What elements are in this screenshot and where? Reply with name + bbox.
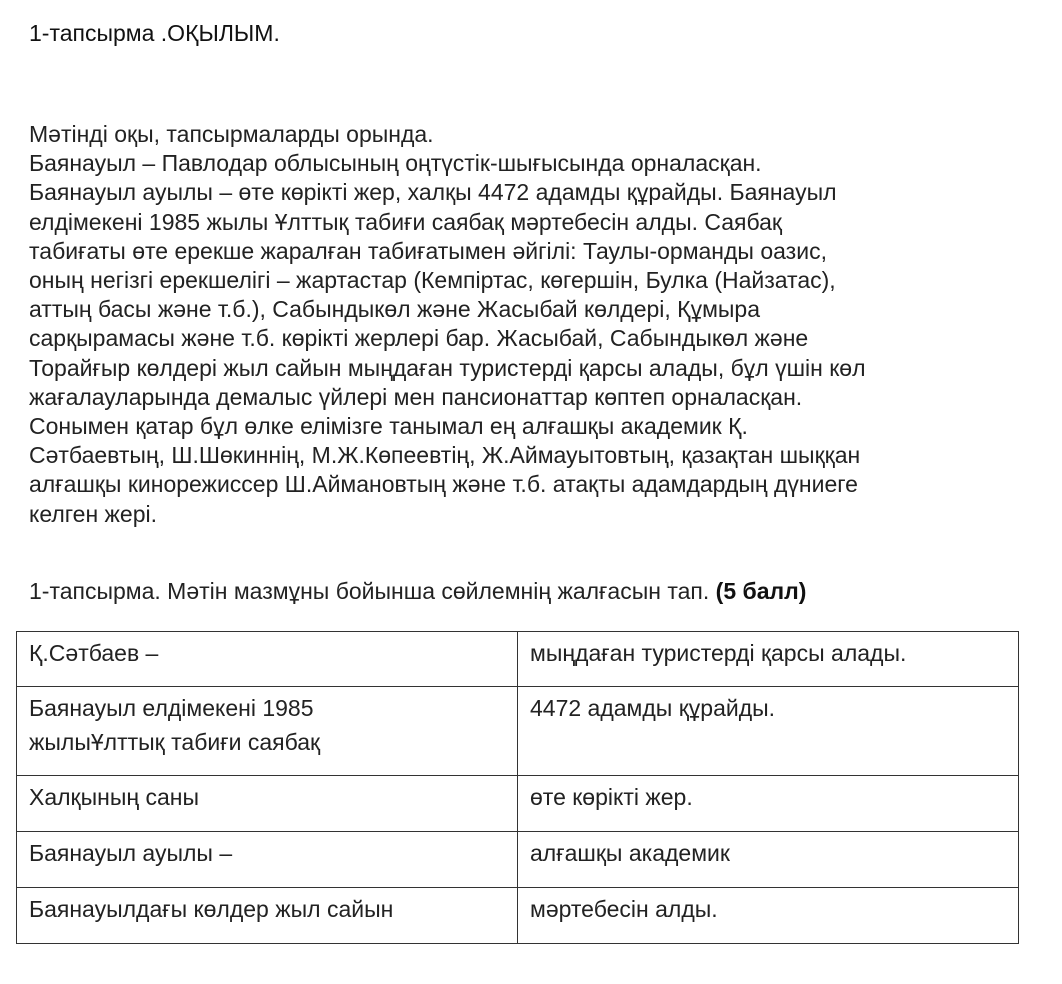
passage-line: сарқырамасы және т.б. көрікті жерлері бар. Жасыбай, Сабындыкөл және xyxy=(29,325,809,352)
cell-text: Баянауылдағы көлдер жыл сайын xyxy=(29,896,394,922)
table-cell-left xyxy=(17,632,518,687)
reading-passage xyxy=(29,120,1029,529)
cell-text: жылыҰлттық табиғи саябақ xyxy=(29,729,321,755)
matching-table xyxy=(16,631,1019,944)
passage-line: Торайғыр көлдері жыл сайын мыңдаған туристерді қарсы алады, бұл үшін көл xyxy=(29,354,866,381)
passage-line: алғашқы кинорежиссер Ш.Аймановтың және т.б. атақты адамдардың дүниеге xyxy=(29,471,858,498)
task-instruction xyxy=(29,576,806,606)
cell-text: Халқының саны xyxy=(29,784,199,810)
table-cell-left xyxy=(17,776,518,832)
passage-line: Мәтінді оқы, тапсырмаларды орында. xyxy=(29,121,434,147)
cell-text: мәртебесін алды. xyxy=(530,896,718,922)
cell-text: Баянауыл елдімекені 1985 xyxy=(29,695,314,721)
cell-text: Қ.Сәтбаев – xyxy=(29,640,159,666)
table-cell-right xyxy=(518,832,1019,888)
passage-line: Сәтбаевтың, Ш.Шөкиннің, М.Ж.Көпеевтің, Ж.Аймауытовтың, қазақтан шыққан xyxy=(29,442,861,469)
passage-line: Баянауыл – Павлодар облысының оңтүстік-шығысында орналасқан. xyxy=(29,150,762,177)
table-row xyxy=(17,888,1019,944)
table-cell-left xyxy=(17,888,518,944)
cell-text: 4472 адамды құрайды. xyxy=(530,695,776,721)
table-cell-right xyxy=(518,776,1019,832)
cell-text: өте көрікті жер. xyxy=(530,784,693,810)
passage-line: келген жері. xyxy=(29,500,158,527)
table-row xyxy=(17,832,1019,888)
passage-line: аттың басы және т.б.), Сабындыкөл және Жасыбай көлдері, Құмыра xyxy=(29,296,761,323)
table-cell-left xyxy=(17,687,518,776)
table-cell-right xyxy=(518,632,1019,687)
table-row xyxy=(17,632,1019,687)
cell-text: алғашқы академик xyxy=(530,840,730,866)
table-cell-left xyxy=(17,832,518,888)
passage-line: Сонымен қатар бұл өлке елімізге танымал ең алғашқы академик Қ. xyxy=(29,413,748,440)
passage-line: табиғаты өте ерекше жаралған табиғатымен әйгілі: Таулы-орманды оазис, xyxy=(29,237,827,264)
task-points: (5 балл) xyxy=(715,578,807,604)
task-text: 1-тапсырма. Мәтін мазмұны бойынша сөйлемнің жалғасын тап. xyxy=(29,578,710,604)
table-cell-right xyxy=(518,888,1019,944)
table-cell-right xyxy=(518,687,1019,776)
table-row xyxy=(17,687,1019,776)
passage-line: Баянауыл ауылы – өте көрікті жер, халқы 4472 адамды құрайды. Баянауыл xyxy=(29,179,837,206)
cell-text: Баянауыл ауылы – xyxy=(29,840,233,866)
table-row xyxy=(17,776,1019,832)
page-title: 1-тапсырма .ОҚЫЛЫМ. xyxy=(29,20,280,46)
passage-line: елдімекені 1985 жылы Ұлттық табиғи саябақ мәртебесін алды. Саябақ xyxy=(29,208,782,235)
passage-line: оның негізгі ерекшелігі – жартастар (Кемпіртас, көгершін, Булка (Найзатас), xyxy=(29,267,836,294)
cell-text: мыңдаған туристерді қарсы алады. xyxy=(530,640,907,666)
passage-line: жағалауларында демалыс үйлері мен пансионаттар көптеп орналасқан. xyxy=(29,383,803,410)
